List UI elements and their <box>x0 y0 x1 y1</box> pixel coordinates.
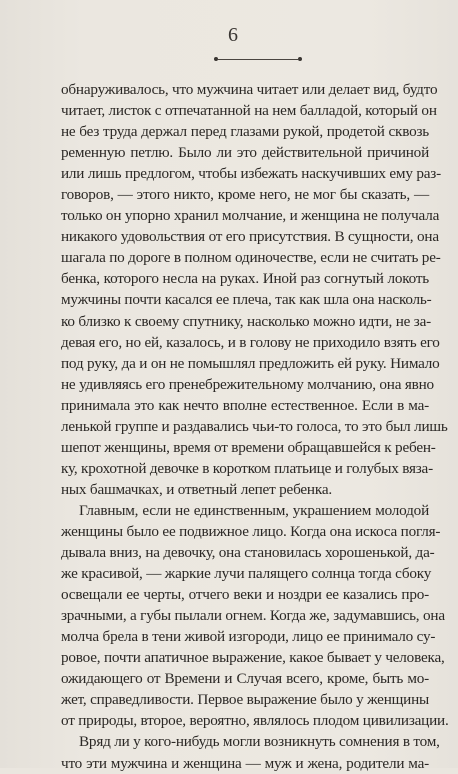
text-line: мужчины почти касался ее плеча, так как шла она насколь- <box>61 291 432 309</box>
text-line: шагала по дороге в полном одиночестве, если не считать ре- <box>61 249 441 267</box>
text-line: шепот женщины, время от времени обращавшейся к ребен- <box>61 438 436 456</box>
text-line: бенка, которого несла на руках. Иной раз согнутый локоть <box>61 270 429 288</box>
text-line: читает, листок с отпечатанной на нем балладой, который он <box>61 102 437 120</box>
text-line: под руку, да и он не помышлял предложить ей руку. Нимало <box>61 354 440 372</box>
text-line: никакого удовольствия от его присутствия. В сущности, она <box>61 228 439 246</box>
header-ornament-rule <box>214 34 302 46</box>
text-line: Главным, если не единственным, украшением молодой <box>79 501 429 519</box>
text-line: же красивой, — жаркие лучи палящего солнца тогда сбоку <box>61 565 432 583</box>
text-line: ко близко к своему спутнику, насколько можно идти, не за- <box>61 312 431 330</box>
text-line: или лишь предлогом, чтобы избежать наскучивших ему раз- <box>61 165 441 183</box>
text-line: что эти мужчина и женщина — муж и жена, родители ма- <box>61 754 429 772</box>
text-line: ровое, почти апатичное выражение, какое бывает у человека, <box>61 649 445 667</box>
ornament-line <box>218 59 298 60</box>
text-line: ленькой группе и раздавались чьи-то голоса, то это был лишь <box>61 417 448 435</box>
ornament-dot-right <box>298 57 302 61</box>
text-line: женщины было ее подвижное лицо. Когда она искоса погля- <box>61 522 441 540</box>
text-line: ожидающего от Времени и Случая всего, кроме, быть мо- <box>61 670 429 688</box>
body-text <box>61 79 449 774</box>
text-line: дывала вниз, на девочку, она становилась хорошенькой, да- <box>61 544 435 562</box>
text-line: только он упорно хранил молчание, и женщина не получала <box>61 207 440 225</box>
text-line: ных башмачках, и ответный лепет ребенка. <box>61 480 332 498</box>
text-line: жет, справедливости. Первое выражение было у женщины <box>61 691 429 709</box>
text-line: зрачными, а губы пылали огнем. Когда же, задумавшись, она <box>61 607 445 625</box>
text-line: освещали ее черты, отчего веки и ноздри ее казались про- <box>61 586 429 604</box>
text-line: обнаруживалось, что мужчина читает или делает вид, будто <box>61 81 438 98</box>
text-line: говоров, — этого никто, кроме него, не мог бы сказать, — <box>61 186 429 204</box>
text-line: от природы, второе, вероятно, являлось плодом цивилизации. <box>61 712 449 730</box>
text-line: молча брела в тени живой изгороди, лицо ее принимало су- <box>61 628 436 646</box>
text-line: не без труда держал перед глазами рукой, продетой сквозь <box>61 123 429 141</box>
text-line: ку, крохотной девочке в коротком платьице и голубых вяза- <box>61 459 433 477</box>
text-line: принимала это как нечто вполне естественное. Если в ма- <box>61 396 429 414</box>
text-line: ременную петлю. Было ли это действительной причиной <box>61 144 429 162</box>
text-line: Вряд ли у кого-нибудь могли возникнуть сомнения в том, <box>79 733 440 751</box>
page-number: 6 <box>228 24 238 46</box>
text-line: девая его, но ей, казалось, и в голову не приходило взять его <box>61 333 440 351</box>
text-line: не удивляясь его пренебрежительному молчанию, она явно <box>61 375 434 393</box>
